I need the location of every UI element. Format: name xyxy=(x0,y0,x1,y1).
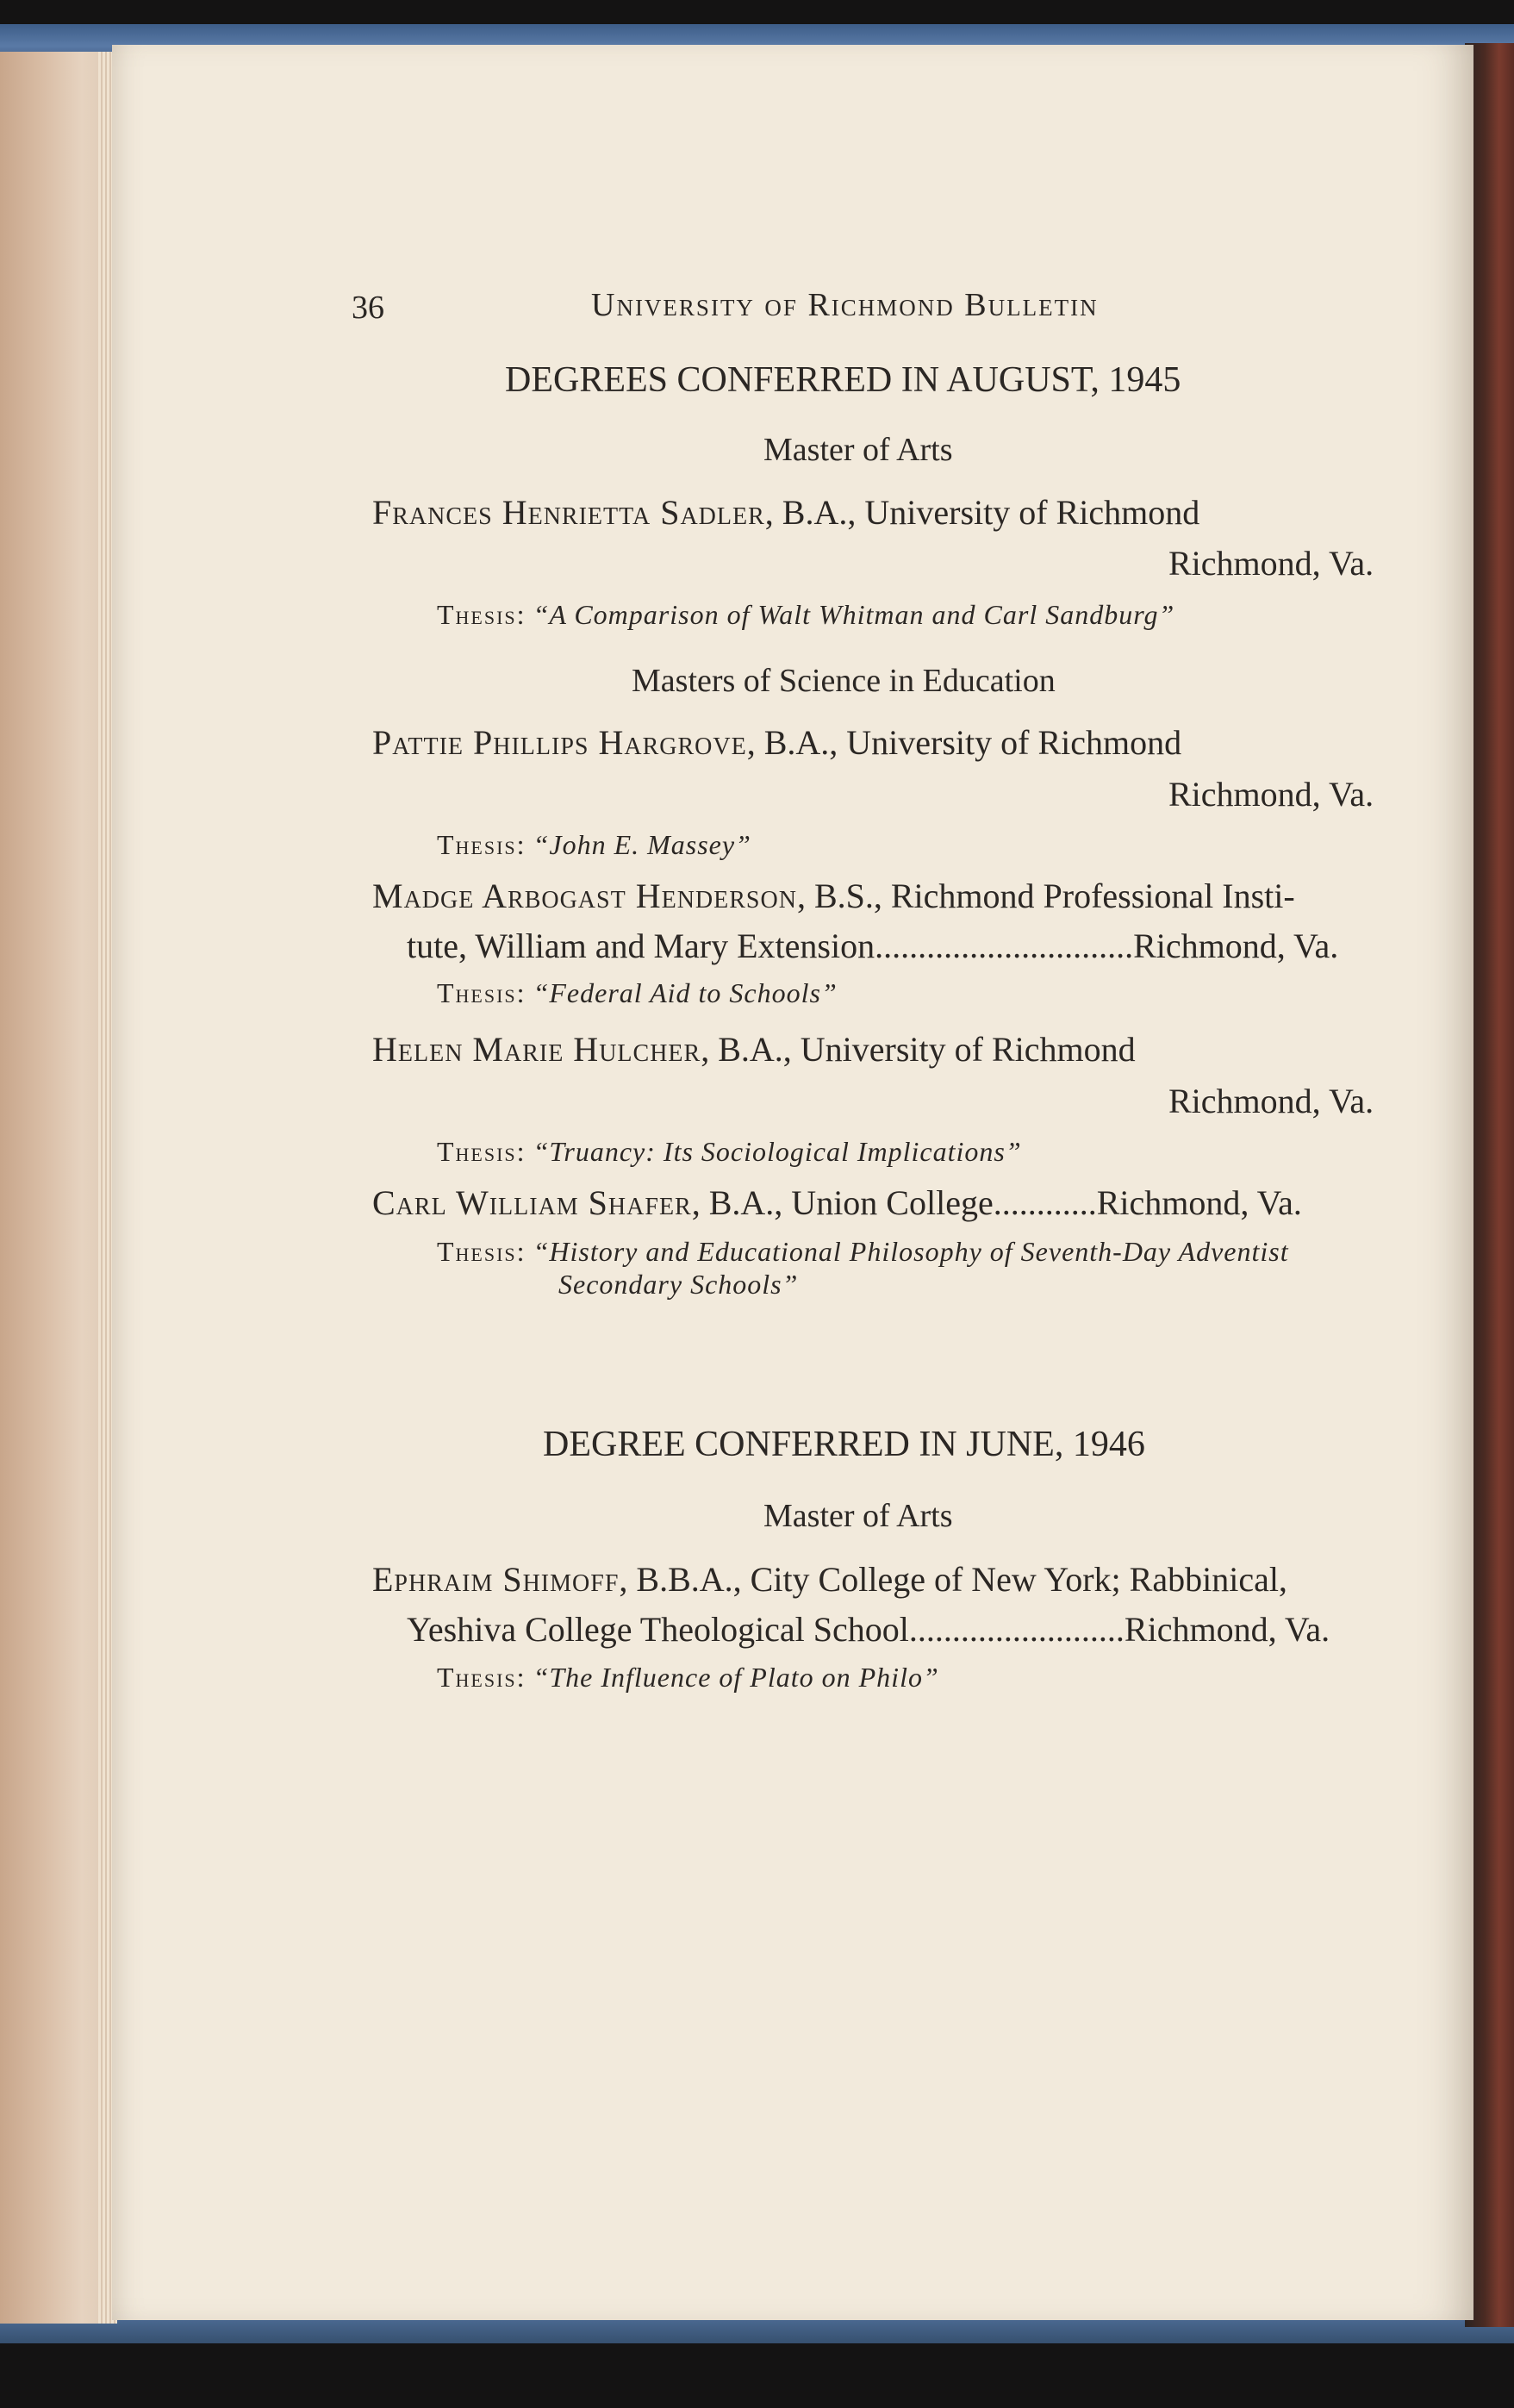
graduate-entry-shimoff-line2 xyxy=(407,1609,1330,1650)
page-stack-edge xyxy=(0,52,117,2324)
thesis-label: Thesis: xyxy=(437,1236,526,1267)
thesis-title: “Truancy: Its Sociological Implications” xyxy=(533,1136,1022,1167)
thesis-label: Thesis: xyxy=(437,1662,526,1693)
thesis-label: Thesis: xyxy=(437,977,526,1008)
graduate-credentials-continued: tute, William and Mary Extension xyxy=(407,926,875,965)
document-page xyxy=(112,45,1474,2320)
graduate-name: Helen Marie Hulcher xyxy=(372,1030,701,1069)
graduate-name: Frances Henrietta Sadler xyxy=(372,493,765,532)
graduate-location: Richmond, Va. xyxy=(1133,926,1339,965)
thesis-line-shafer xyxy=(437,1236,1289,1268)
thesis-line-shimoff xyxy=(437,1662,939,1694)
thesis-label: Thesis: xyxy=(437,829,526,860)
graduate-name: Carl William Shafer xyxy=(372,1183,692,1222)
degree-heading-master-of-arts: Master of Arts xyxy=(763,432,953,468)
graduate-credentials: , B.B.A., City College of New York; Rabbinical, xyxy=(619,1560,1287,1599)
dot-leader: ............ xyxy=(993,1183,1097,1222)
page-number: 36 xyxy=(352,290,384,326)
graduate-entry-henderson xyxy=(372,876,1295,916)
thesis-title: “John E. Massey” xyxy=(533,829,751,860)
thesis-label: Thesis: xyxy=(437,1136,526,1167)
section-heading-june-1946: DEGREE CONFERRED IN JUNE, 1946 xyxy=(543,1425,1145,1464)
dot-leader: ......................... xyxy=(908,1610,1125,1649)
graduate-location: Richmond, Va. xyxy=(1168,1082,1374,1120)
thesis-line-hulcher xyxy=(437,1136,1022,1168)
thesis-title: “History and Educational Philosophy of Seventh-Day Adventist xyxy=(533,1236,1289,1267)
running-header: University of Richmond Bulletin xyxy=(591,287,1099,323)
thesis-title: “A Comparison of Walt Whitman and Carl Sandburg” xyxy=(533,599,1175,630)
thesis-label: Thesis: xyxy=(437,599,526,630)
graduate-credentials: , B.A., University of Richmond xyxy=(746,723,1182,762)
graduate-location: Richmond, Va. xyxy=(1096,1183,1302,1222)
thesis-title: “Federal Aid to Schools” xyxy=(533,977,838,1008)
graduate-credentials: , B.S., Richmond Professional Insti- xyxy=(796,876,1295,915)
graduate-name: Pattie Phillips Hargrove xyxy=(372,723,747,762)
graduate-name: Ephraim Shimoff xyxy=(372,1560,620,1599)
graduate-entry-henderson-line2 xyxy=(407,926,1338,966)
thesis-title-continued: Secondary Schools” xyxy=(558,1269,799,1300)
graduate-credentials: , B.A., Union College xyxy=(691,1183,994,1222)
graduate-entry-shimoff xyxy=(372,1559,1287,1600)
dot-leader: .............................. xyxy=(875,926,1134,965)
graduate-entry-hargrove xyxy=(372,722,1181,763)
thesis-line-sadler xyxy=(437,599,1174,631)
graduate-credentials: , B.A., University of Richmond xyxy=(701,1030,1136,1069)
thesis-title: “The Influence of Plato on Philo” xyxy=(533,1662,939,1693)
thesis-line-shafer-continued xyxy=(558,1269,798,1301)
graduate-entry-shafer xyxy=(372,1182,1302,1223)
degree-heading-master-of-arts: Master of Arts xyxy=(763,1498,953,1534)
graduate-credentials-continued: Yeshiva College Theological School xyxy=(407,1610,909,1649)
graduate-entry-hulcher xyxy=(372,1029,1136,1070)
graduate-location: Richmond, Va. xyxy=(1168,775,1374,814)
graduate-location: Richmond, Va. xyxy=(1124,1610,1330,1649)
thesis-line-henderson xyxy=(437,977,838,1009)
graduate-entry-sadler xyxy=(372,492,1199,533)
graduate-credentials: , B.A., University of Richmond xyxy=(764,493,1200,532)
section-heading-august-1945: DEGREES CONFERRED IN AUGUST, 1945 xyxy=(505,360,1181,400)
graduate-location: Richmond, Va. xyxy=(1168,544,1374,583)
degree-heading-ms-education: Masters of Science in Education xyxy=(632,663,1056,699)
thesis-line-hargrove xyxy=(437,829,751,861)
graduate-name: Madge Arbogast Henderson xyxy=(372,876,797,915)
